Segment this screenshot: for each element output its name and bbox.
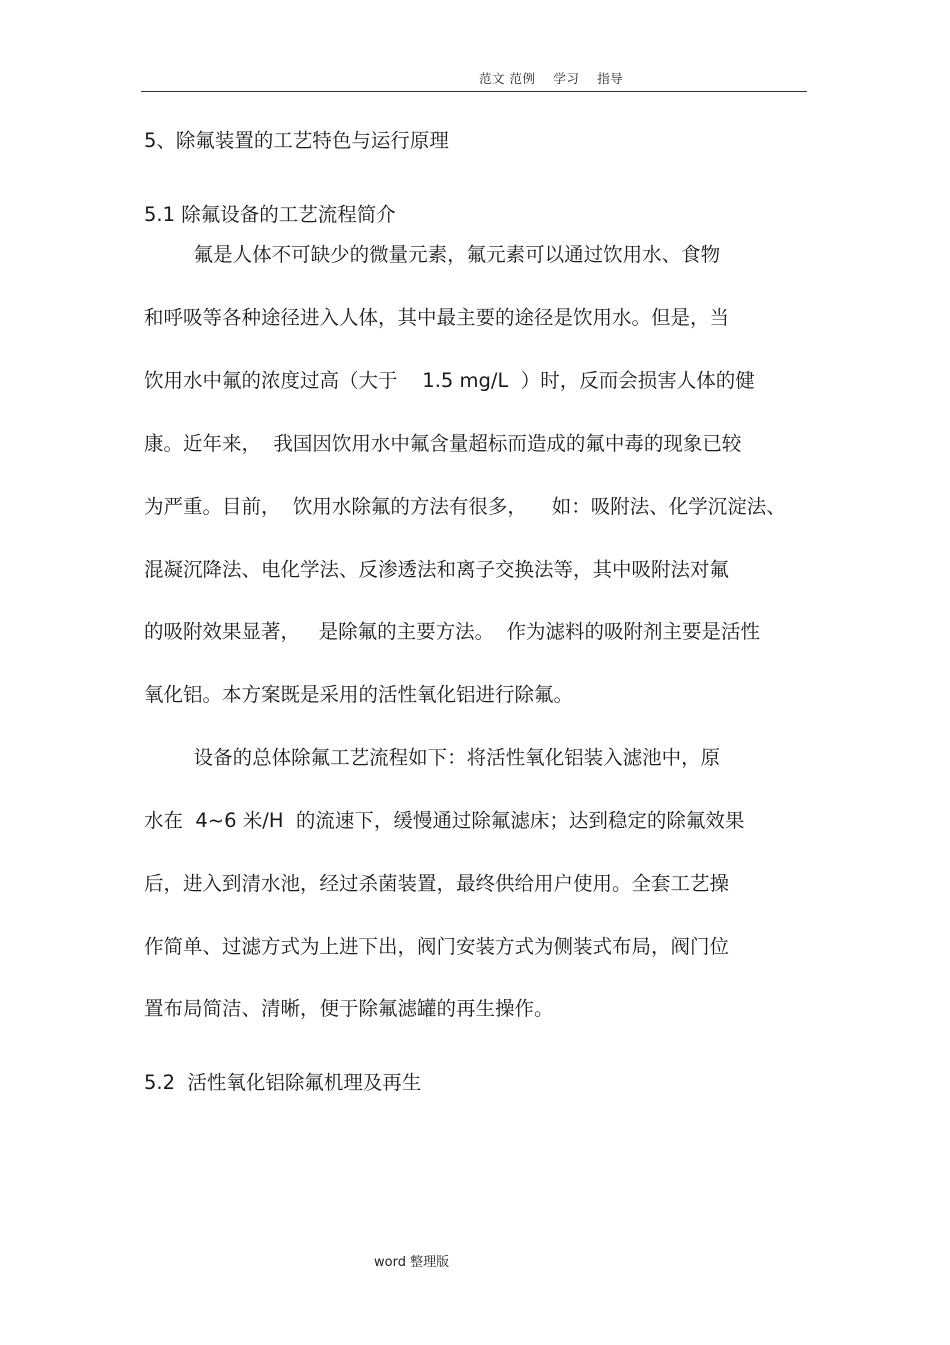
header-text: 范文 范例 学习 指导: [479, 71, 624, 86]
paragraph-line: 康。近年来， 我国因饮用水中氟含量超标而造成的氟中毒的现象已较: [144, 432, 742, 455]
section-5-1-heading: 5.1 除氟设备的工艺流程简介: [144, 203, 396, 226]
paragraph-line: 的吸附效果显著， 是除氟的主要方法。 作为滤料的吸附剂主要是活性: [144, 620, 760, 643]
paragraph-line: 作简单、过滤方式为上进下出，阀门安装方式为侧装式布局，阀门位: [144, 935, 730, 958]
paragraph-line: 后，进入到清水池，经过杀菌装置，最终供给用户使用。全套工艺操: [144, 872, 730, 895]
paragraph-line: 氟是人体不可缺少的微量元素，氟元素可以通过饮用水、食物: [144, 243, 721, 266]
paragraph-line: 和呼吸等各种途径进入人体，其中最主要的途径是饮用水。但是，当: [144, 306, 730, 329]
header-divider: [141, 91, 807, 92]
paragraph-line: 饮用水中氟的浓度过高（大于 1.5 mg/L ）时，反而会损害人体的健: [144, 369, 755, 392]
page-footer: word 整理版: [374, 1255, 450, 1270]
paragraph-line: 水在 4~6 米/H 的流速下，缓慢通过除氟滤床；达到稳定的除氟效果: [144, 809, 745, 832]
section-5-heading: 5、除氟装置的工艺特色与运行原理: [144, 129, 449, 152]
paragraph-line: 为严重。目前， 饮用水除氟的方法有很多， 如：吸附法、化学沉淀法、: [144, 495, 786, 518]
paragraph-line: 置布局简洁、清晰，便于除氟滤罐的再生操作。: [144, 997, 554, 1020]
paragraph-line: 设备的总体除氟工艺流程如下：将活性氧化铝装入滤池中，原: [144, 746, 721, 769]
section-5-2-heading: 5.2 活性氧化铝除氟机理及再生: [144, 1071, 422, 1094]
paragraph-line: 混凝沉降法、电化学法、反渗透法和离子交换法等，其中吸附法对氟: [144, 558, 730, 581]
paragraph-line: 氧化铝。本方案既是采用的活性氧化铝进行除氟。: [144, 683, 574, 706]
